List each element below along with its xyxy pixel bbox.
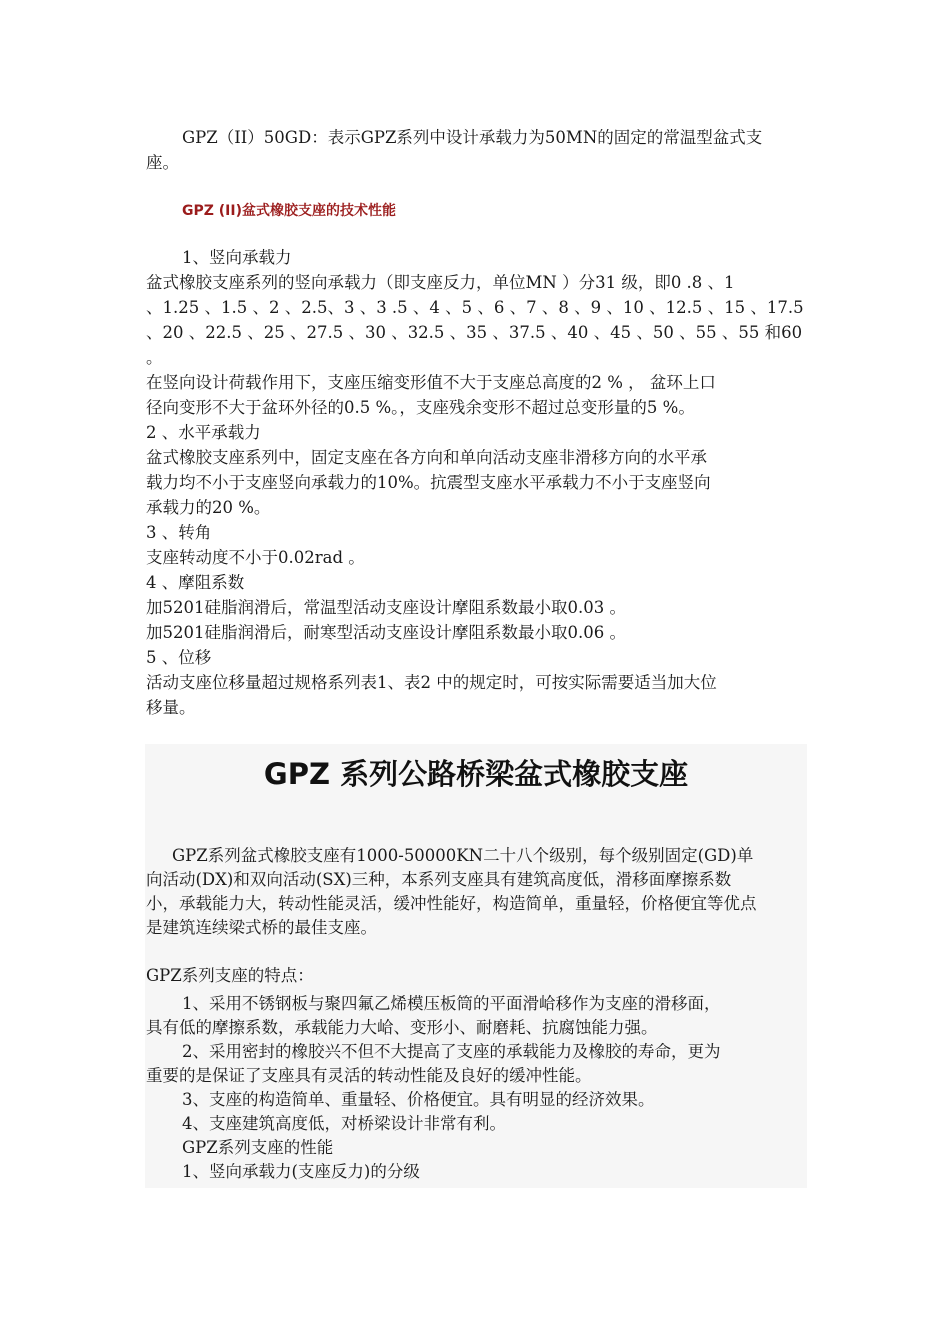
panel-line: 2、采用密封的橡胶兴不但不大提高了支座的承载能力及橡胶的寿命，更为 <box>182 1042 721 1061</box>
panel-line: 小，承载能力大，转动性能灵活，缓冲性能好，构造简单，重量轻，价格便宜等优点 <box>146 894 757 913</box>
paragraph-line: 活动支座位移量超过规格系列表1、表2 中的规定时，可按实际需要适当加大位 <box>146 673 717 692</box>
paragraph-line: 、20 、22.5 、25 、27.5 、30 、32.5 、35 、37.5 、40 、45 、50 、55 、55 和60 <box>146 323 803 342</box>
section-heading-technical-performance: GPZ (II)盆式橡胶支座的技术性能 <box>182 203 396 219</box>
paragraph-line: 4 、摩阻系数 <box>146 573 245 592</box>
paragraph-line: 、1.25 、1.5 、2 、2.5、3 、3 .5 、4 、5 、6 、7 、8 、9 、10 、12.5 、15 、17.5 <box>146 298 804 317</box>
paragraph-line: 3 、转角 <box>146 523 212 542</box>
panel-line: 重要的是保证了支座具有灵活的转动性能及良好的缓冲性能。 <box>146 1066 592 1085</box>
paragraph-line: 2 、水平承载力 <box>146 423 261 442</box>
paragraph-line: 在竖向设计荷载作用下，支座压缩变形值不大于支座总高度的2 % ， 盆环上口 <box>146 373 716 392</box>
paragraph-line: 支座转动度不小于0.02rad 。 <box>146 548 365 567</box>
panel-line: 4、支座建筑高度低，对桥梁设计非常有利。 <box>182 1114 506 1133</box>
panel-line: GPZ系列支座的性能 <box>182 1138 334 1157</box>
panel-line: 1、竖向承载力(支座反力)的分级 <box>182 1162 420 1181</box>
paragraph-line: 盆式橡胶支座系列的竖向承载力（即支座反力，单位MN ）分31 级，即0 .8 、1 <box>146 273 735 292</box>
panel-line: GPZ系列支座的特点： <box>146 966 314 985</box>
paragraph-line: 1、竖向承载力 <box>182 248 292 267</box>
panel-line: 1、采用不锈钢板与聚四氟乙烯模压板筒的平面滑峆移作为支座的滑移面， <box>182 994 721 1013</box>
panel-title: GPZ 系列公路桥梁盆式橡胶支座 <box>263 757 689 791</box>
panel-line: 向活动(DX)和双向活动(SX)三种，本系列支座具有建筑高度低，滑移面摩擦系数 <box>146 870 732 889</box>
paragraph-line: 盆式橡胶支座系列中，固定支座在各方向和单向活动支座非滑移方向的水平承 <box>146 448 707 467</box>
panel-line: GPZ系列盆式橡胶支座有1000-50000KN二十八个级别，每个级别固定(GD)单 <box>172 846 754 865</box>
panel-line: 是建筑连续梁式桥的最佳支座。 <box>146 918 377 937</box>
paragraph-line: 加5201硅脂润滑后，常温型活动支座设计摩阻系数最小取0.03 。 <box>146 598 626 617</box>
intro-line-1: GPZ（II）50GD：表示GPZ系列中设计承载力为50MN的固定的常温型盆式支 <box>182 128 763 147</box>
panel-line: 3、支座的构造简单、重量轻、价格便宜。具有明显的经济效果。 <box>182 1090 655 1109</box>
paragraph-line: 径向变形不大于盆环外径的0.5 %。，支座残余变形不超过总变形量的5 %。 <box>146 398 695 417</box>
paragraph-line: 5 、位移 <box>146 648 212 667</box>
panel-line: 具有低的摩擦系数，承载能力大峆、变形小、耐磨耗、抗腐蚀能力强。 <box>146 1018 658 1037</box>
paragraph-line: 载力均不小于支座竖向承载力的10%。抗震型支座水平承载力不小于支座竖向 <box>146 473 711 492</box>
paragraph-line: 加5201硅脂润滑后，耐寒型活动支座设计摩阻系数最小取0.06 。 <box>146 623 626 642</box>
intro-line-2: 座。 <box>146 153 179 172</box>
paragraph-line: 承载力的20 %。 <box>146 498 271 517</box>
paragraph-line: 。 <box>146 348 163 367</box>
paragraph-line: 移量。 <box>146 698 196 717</box>
